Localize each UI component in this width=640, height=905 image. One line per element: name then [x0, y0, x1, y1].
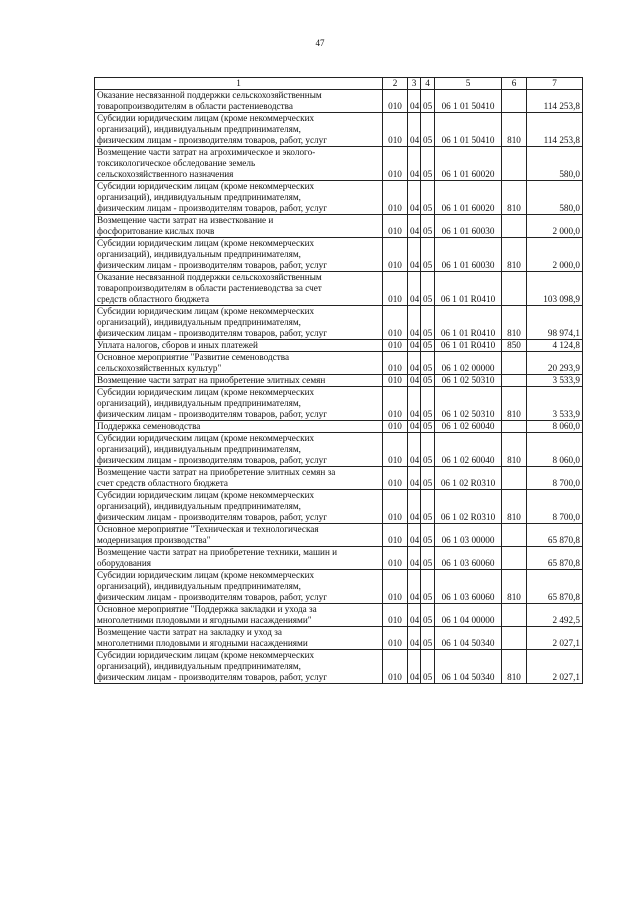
row-name-line: физическим лицам - производителям товаров, работ, услуг [97, 203, 327, 213]
subchapter-code-cell: 05 [421, 604, 435, 627]
row-name-line: Субсидии юридическим лицам (кроме некоммерческих [97, 306, 315, 316]
target-article-cell: 06 1 02 50310 [435, 375, 502, 387]
amount-cell: 65 870,8 [527, 570, 583, 604]
chapter-code-cell: 04 [408, 524, 421, 547]
row-name-line: модернизация производства" [97, 535, 211, 545]
row-name-line: Субсидии юридическим лицам (кроме некоммерческих [97, 433, 315, 443]
subchapter-code-cell: 05 [421, 90, 435, 113]
row-name-line: фосфоритование кислых почв [97, 226, 215, 236]
row-name-cell [95, 352, 383, 375]
target-article-cell: 06 1 01 60030 [435, 238, 502, 272]
target-article-cell: 06 1 02 R0310 [435, 467, 502, 490]
row-name-line: Основное мероприятие "Поддержка закладки и ухода за [97, 604, 317, 614]
amount-cell: 98 974,1 [527, 306, 583, 340]
expense-type-cell [502, 467, 527, 490]
row-name-line: Субсидии юридическим лицам (кроме некоммерческих [97, 238, 315, 248]
row-name-line: физическим лицам - производителям товаров, работ, услуг [97, 328, 327, 338]
section-code-cell: 010 [383, 650, 408, 684]
expense-type-cell [502, 524, 527, 547]
chapter-code-cell: 04 [408, 272, 421, 306]
section-code-cell: 010 [383, 387, 408, 421]
row-name-line: организаций), индивидуальным предпринимателям, [97, 501, 301, 511]
table-row [95, 387, 583, 421]
section-code-cell: 010 [383, 627, 408, 650]
expense-type-cell [502, 352, 527, 375]
row-name-line: Возмещение части затрат на закладку и уход за [97, 627, 282, 637]
row-name-line: Субсидии юридическим лицам (кроме некоммерческих [97, 113, 315, 123]
chapter-code-cell: 04 [408, 433, 421, 467]
table-row [95, 272, 583, 306]
amount-cell: 65 870,8 [527, 524, 583, 547]
row-name-line: товаропроизводителям в области растениеводства за счет [97, 283, 322, 293]
table-row [95, 181, 583, 215]
row-name-line: сельскохозяйственных культур" [97, 363, 222, 373]
column-header: 6 [502, 78, 527, 90]
row-name-line: Основное мероприятие "Техническая и технологическая [97, 524, 319, 534]
column-header: 3 [408, 78, 421, 90]
row-name-cell [95, 147, 383, 181]
table-row [95, 352, 583, 375]
target-article-cell: 06 1 02 50310 [435, 387, 502, 421]
row-name-cell [95, 272, 383, 306]
amount-cell: 2 000,0 [527, 238, 583, 272]
section-code-cell: 010 [383, 147, 408, 181]
amount-cell: 2 027,1 [527, 650, 583, 684]
row-name-line: счет средств областного бюджета [97, 478, 228, 488]
section-code-cell: 010 [383, 238, 408, 272]
expense-type-cell [502, 215, 527, 238]
section-code-cell: 010 [383, 375, 408, 387]
row-name-cell [95, 547, 383, 570]
expense-type-cell [502, 604, 527, 627]
section-code-cell: 010 [383, 604, 408, 627]
page-number: 47 [315, 38, 325, 48]
column-header: 1 [95, 78, 383, 90]
amount-cell: 8 700,0 [527, 490, 583, 524]
table-row [95, 467, 583, 490]
row-name-cell [95, 421, 383, 433]
chapter-code-cell: 04 [408, 375, 421, 387]
chapter-code-cell: 04 [408, 604, 421, 627]
target-article-cell: 06 1 04 50340 [435, 650, 502, 684]
chapter-code-cell: 04 [408, 113, 421, 147]
chapter-code-cell: 04 [408, 181, 421, 215]
row-name-line: Субсидии юридическим лицам (кроме некоммерческих [97, 650, 315, 660]
row-name-line: физическим лицам - производителям товаров, работ, услуг [97, 512, 327, 522]
section-code-cell: 010 [383, 272, 408, 306]
subchapter-code-cell: 05 [421, 490, 435, 524]
expense-type-cell: 810 [502, 113, 527, 147]
amount-cell: 65 870,8 [527, 547, 583, 570]
section-code-cell: 010 [383, 215, 408, 238]
expense-type-cell: 810 [502, 306, 527, 340]
row-name-line: средств областного бюджета [97, 294, 210, 304]
table-row [95, 421, 583, 433]
expense-type-cell [502, 547, 527, 570]
amount-cell: 580,0 [527, 181, 583, 215]
column-header: 7 [527, 78, 583, 90]
table-body [95, 90, 583, 684]
subchapter-code-cell: 05 [421, 147, 435, 181]
amount-cell: 2 492,5 [527, 604, 583, 627]
chapter-code-cell: 04 [408, 340, 421, 352]
row-name-line: организаций), индивидуальным предпринимателям, [97, 317, 301, 327]
subchapter-code-cell: 05 [421, 387, 435, 421]
row-name-cell [95, 650, 383, 684]
row-name-line: Возмещение части затрат на приобретение элитных семян [97, 375, 326, 385]
amount-cell: 3 533,9 [527, 387, 583, 421]
subchapter-code-cell: 05 [421, 627, 435, 650]
amount-cell: 20 293,9 [527, 352, 583, 375]
expense-type-cell: 810 [502, 387, 527, 421]
subchapter-code-cell: 05 [421, 272, 435, 306]
table-row [95, 375, 583, 387]
amount-cell: 114 253,8 [527, 90, 583, 113]
chapter-code-cell: 04 [408, 90, 421, 113]
row-name-cell [95, 570, 383, 604]
expense-type-cell [502, 375, 527, 387]
column-header: 4 [421, 78, 435, 90]
row-name-line: физическим лицам - производителям товаров, работ, услуг [97, 592, 327, 602]
expense-type-cell: 810 [502, 181, 527, 215]
amount-cell: 8 700,0 [527, 467, 583, 490]
chapter-code-cell: 04 [408, 467, 421, 490]
expense-type-cell: 810 [502, 238, 527, 272]
row-name-cell [95, 524, 383, 547]
target-article-cell: 06 1 01 50410 [435, 113, 502, 147]
expense-type-cell: 810 [502, 433, 527, 467]
table-row [95, 340, 583, 352]
row-name-line: Субсидии юридическим лицам (кроме некоммерческих [97, 570, 315, 580]
subchapter-code-cell: 05 [421, 113, 435, 147]
table-row [95, 490, 583, 524]
target-article-cell: 06 1 02 60040 [435, 421, 502, 433]
target-article-cell: 06 1 01 R0410 [435, 272, 502, 306]
table-row [95, 306, 583, 340]
target-article-cell: 06 1 03 60060 [435, 570, 502, 604]
target-article-cell: 06 1 01 R0410 [435, 306, 502, 340]
row-name-line: организаций), индивидуальным предпринимателям, [97, 661, 301, 671]
subchapter-code-cell: 05 [421, 181, 435, 215]
chapter-code-cell: 04 [408, 306, 421, 340]
subchapter-code-cell: 05 [421, 215, 435, 238]
expense-type-cell [502, 147, 527, 181]
expense-type-cell: 810 [502, 650, 527, 684]
table-row [95, 433, 583, 467]
subchapter-code-cell: 05 [421, 340, 435, 352]
chapter-code-cell: 04 [408, 238, 421, 272]
row-name-line: Уплата налогов, сборов и иных платежей [97, 340, 258, 350]
section-code-cell: 010 [383, 467, 408, 490]
section-code-cell: 010 [383, 181, 408, 215]
row-name-line: физическим лицам - производителям товаров, работ, услуг [97, 260, 327, 270]
table-row [95, 524, 583, 547]
target-article-cell: 06 1 01 50410 [435, 90, 502, 113]
row-name-line: Оказание несвязанной поддержки сельскохозяйственным [97, 90, 322, 100]
row-name-line: Субсидии юридическим лицам (кроме некоммерческих [97, 181, 315, 191]
subchapter-code-cell: 05 [421, 547, 435, 570]
row-name-cell [95, 215, 383, 238]
target-article-cell: 06 1 01 60030 [435, 215, 502, 238]
table-row [95, 627, 583, 650]
amount-cell: 8 060,0 [527, 433, 583, 467]
subchapter-code-cell: 05 [421, 306, 435, 340]
table-row [95, 547, 583, 570]
amount-cell: 2 000,0 [527, 215, 583, 238]
expense-type-cell: 810 [502, 570, 527, 604]
row-name-line: физическим лицам - производителям товаров, работ, услуг [97, 672, 327, 682]
row-name-cell [95, 306, 383, 340]
row-name-cell [95, 90, 383, 113]
table-header-row [95, 78, 583, 90]
chapter-code-cell: 04 [408, 547, 421, 570]
row-name-cell [95, 604, 383, 627]
table-row [95, 570, 583, 604]
amount-cell: 3 533,9 [527, 375, 583, 387]
subchapter-code-cell: 05 [421, 352, 435, 375]
amount-cell: 580,0 [527, 147, 583, 181]
row-name-cell [95, 387, 383, 421]
row-name-line: Оказание несвязанной поддержки сельскохозяйственным [97, 272, 322, 282]
amount-cell: 103 098,9 [527, 272, 583, 306]
target-article-cell: 06 1 02 R0310 [435, 490, 502, 524]
row-name-line: Возмещение части затрат на агрохимическое и эколого- [97, 147, 316, 157]
row-name-line: Возмещение части затрат на приобретение элитных семян за [97, 467, 336, 477]
row-name-cell [95, 627, 383, 650]
section-code-cell: 010 [383, 490, 408, 524]
table-row [95, 604, 583, 627]
row-name-cell [95, 433, 383, 467]
budget-table [94, 77, 583, 684]
row-name-cell [95, 113, 383, 147]
amount-cell: 2 027,1 [527, 627, 583, 650]
subchapter-code-cell: 05 [421, 421, 435, 433]
expense-type-cell: 850 [502, 340, 527, 352]
target-article-cell: 06 1 04 50340 [435, 627, 502, 650]
section-code-cell: 010 [383, 90, 408, 113]
section-code-cell: 010 [383, 433, 408, 467]
section-code-cell: 010 [383, 547, 408, 570]
expense-type-cell [502, 421, 527, 433]
expense-type-cell [502, 272, 527, 306]
row-name-line: токсикологическое обследование земель [97, 158, 256, 168]
amount-cell: 4 124,8 [527, 340, 583, 352]
row-name-line: организаций), индивидуальным предпринимателям, [97, 398, 301, 408]
row-name-line: физическим лицам - производителям товаров, работ, услуг [97, 135, 327, 145]
row-name-line: Поддержка семеноводства [97, 421, 201, 431]
amount-cell: 8 060,0 [527, 421, 583, 433]
subchapter-code-cell: 05 [421, 524, 435, 547]
chapter-code-cell: 04 [408, 387, 421, 421]
row-name-line: организаций), индивидуальным предпринимателям, [97, 192, 301, 202]
subchapter-code-cell: 05 [421, 467, 435, 490]
section-code-cell: 010 [383, 352, 408, 375]
target-article-cell: 06 1 03 00000 [435, 524, 502, 547]
row-name-line: Возмещение части затрат на известкование и [97, 215, 274, 225]
subchapter-code-cell: 05 [421, 433, 435, 467]
chapter-code-cell: 04 [408, 570, 421, 604]
section-code-cell: 010 [383, 306, 408, 340]
row-name-cell [95, 490, 383, 524]
chapter-code-cell: 04 [408, 490, 421, 524]
target-article-cell: 06 1 04 00000 [435, 604, 502, 627]
row-name-cell [95, 340, 383, 352]
chapter-code-cell: 04 [408, 650, 421, 684]
row-name-line: организаций), индивидуальным предпринимателям, [97, 249, 301, 259]
row-name-cell [95, 467, 383, 490]
amount-cell: 114 253,8 [527, 113, 583, 147]
table-row [95, 113, 583, 147]
subchapter-code-cell: 05 [421, 650, 435, 684]
row-name-line: организаций), индивидуальным предпринимателям, [97, 581, 301, 591]
row-name-line: Субсидии юридическим лицам (кроме некоммерческих [97, 387, 315, 397]
row-name-line: Возмещение части затрат на приобретение техники, машин и [97, 547, 338, 557]
section-code-cell: 010 [383, 113, 408, 147]
table-row [95, 90, 583, 113]
target-article-cell: 06 1 01 R0410 [435, 340, 502, 352]
row-name-line: организаций), индивидуальным предпринимателям, [97, 444, 301, 454]
section-code-cell: 010 [383, 340, 408, 352]
row-name-line: товаропроизводителям в области растениеводства [97, 101, 293, 111]
row-name-line: Субсидии юридическим лицам (кроме некоммерческих [97, 490, 315, 500]
subchapter-code-cell: 05 [421, 570, 435, 604]
expense-type-cell: 810 [502, 490, 527, 524]
row-name-cell [95, 181, 383, 215]
chapter-code-cell: 04 [408, 421, 421, 433]
row-name-line: физическим лицам - производителям товаров, работ, услуг [97, 409, 327, 419]
expense-type-cell [502, 627, 527, 650]
expense-type-cell [502, 90, 527, 113]
row-name-line: многолетними плодовыми и ягодными насаждениями [97, 638, 308, 648]
section-code-cell: 010 [383, 570, 408, 604]
row-name-line: многолетними плодовыми и ягодными насаждениями" [97, 615, 312, 625]
row-name-line: физическим лицам - производителям товаров, работ, услуг [97, 455, 327, 465]
table-row [95, 147, 583, 181]
section-code-cell: 010 [383, 421, 408, 433]
chapter-code-cell: 04 [408, 352, 421, 375]
row-name-line: Основное мероприятие "Развитие семеноводства [97, 352, 290, 362]
chapter-code-cell: 04 [408, 147, 421, 181]
column-header: 2 [383, 78, 408, 90]
table-row [95, 215, 583, 238]
target-article-cell: 06 1 01 60020 [435, 147, 502, 181]
chapter-code-cell: 04 [408, 627, 421, 650]
target-article-cell: 06 1 02 00000 [435, 352, 502, 375]
target-article-cell: 06 1 01 60020 [435, 181, 502, 215]
section-code-cell: 010 [383, 524, 408, 547]
row-name-line: организаций), индивидуальным предпринимателям, [97, 124, 301, 134]
row-name-cell [95, 375, 383, 387]
subchapter-code-cell: 05 [421, 238, 435, 272]
target-article-cell: 06 1 03 60060 [435, 547, 502, 570]
row-name-line: оборудования [97, 558, 151, 568]
target-article-cell: 06 1 02 60040 [435, 433, 502, 467]
row-name-cell [95, 238, 383, 272]
row-name-line: сельскохозяйственного назначения [97, 169, 234, 179]
table-row [95, 238, 583, 272]
column-header: 5 [435, 78, 502, 90]
chapter-code-cell: 04 [408, 215, 421, 238]
subchapter-code-cell: 05 [421, 375, 435, 387]
table-row [95, 650, 583, 684]
